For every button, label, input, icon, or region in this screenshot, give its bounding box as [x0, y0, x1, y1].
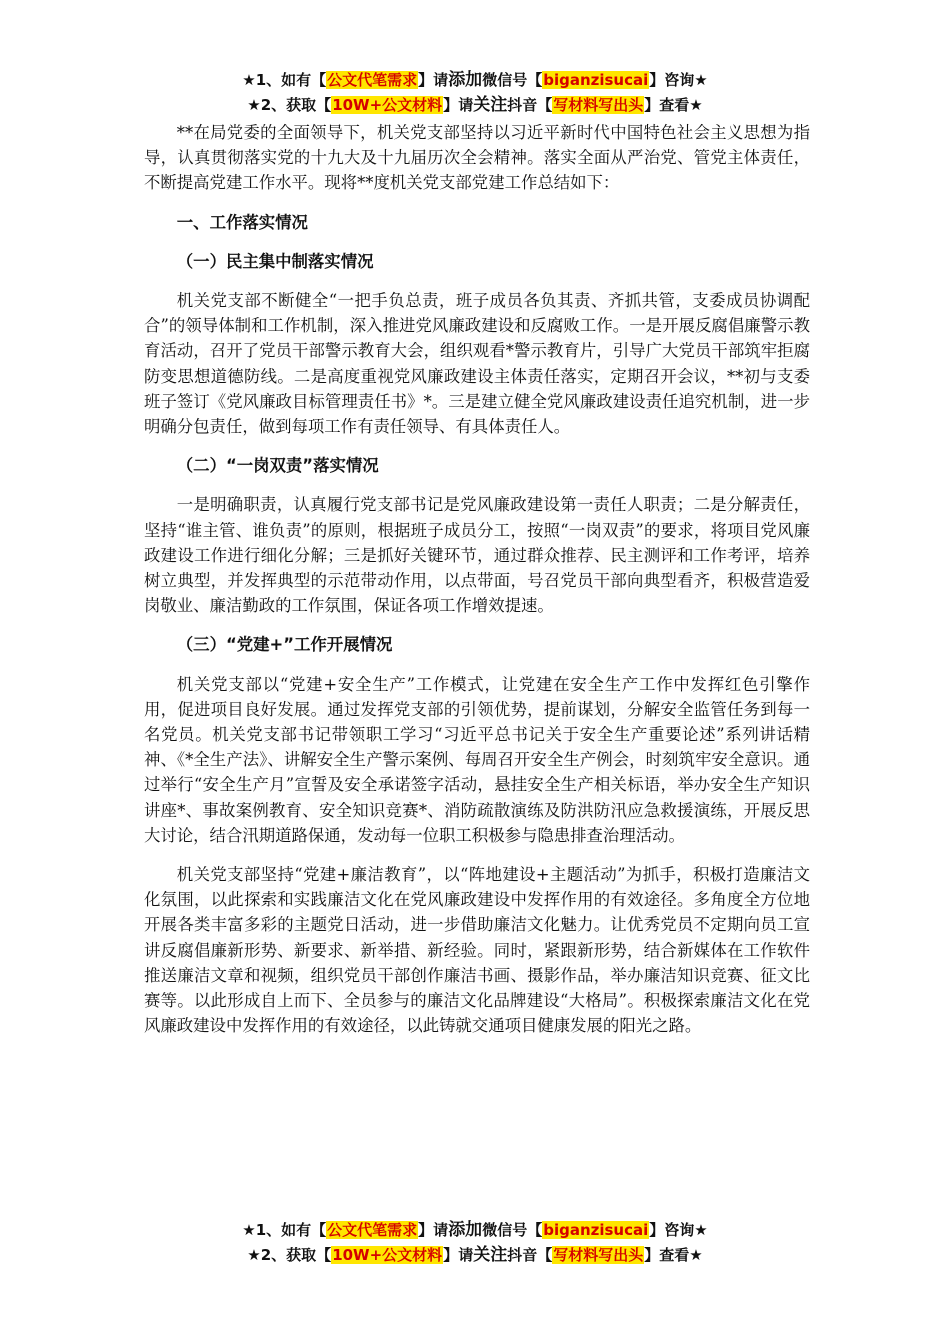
promo-line-1: ★1、如有【公文代笔需求】请添加微信号【biganzisucai】咨询★	[242, 70, 708, 90]
subsection-heading-3: （三）“党建+”工作开展情况	[176, 635, 393, 655]
promo-line-2-footer: ★2、获取【10W+公文材料】请关注抖音【写材料写出头】查看★	[247, 1245, 703, 1265]
promo-footer	[0, 1218, 950, 1268]
promo-highlight-materials: 10W+公文材料	[332, 96, 443, 114]
promo-highlight-douyin: 写材料写出头	[553, 1246, 644, 1264]
promo-line-1-footer: ★1、如有【公文代笔需求】请添加微信号【biganzisucai】咨询★	[242, 1220, 708, 1240]
subsection-heading-2: （二）“一岗双责”落实情况	[176, 456, 379, 476]
promo-highlight-service: 公文代笔需求	[327, 71, 418, 89]
subsection-3-paragraph-1: 机关党支部以“党建+安全生产”工作模式，让党建在安全生产工作中发挥红色引擎作用，促进项目良好发展。通过发挥党支部的引领优势，提前谋划，分解安全监管任务到每一名党员。机关党支部书记带领职工学习“习近平总书记关于安全生产重要论述”系列讲话精神、《*全生产法》、讲解安全生产警示案例、每周召开安全生产例会，时刻筑牢安全意识。通过举行“安全生产月”宣誓及安全承诺签字活动，悬挂安全生产相关标语，举办安全生产知识讲座*、事故案例教育、安全知识竞赛*、消防疏散演练及防洪防汛应急救援演练，开展反思大讨论，结合汛期道路保通，发动每一位职工积极参与隐患排查治理活动。	[144, 674, 810, 845]
promo-header	[0, 68, 950, 118]
subsection-2-paragraph: 一是明确职责，认真履行党支部书记是党风廉政建设第一责任人职责；二是分解责任，坚持“谁主管、谁负责”的原则，根据班子成员分工，按照“一岗双责”的要求，将项目党风廉政建设工作进行细化分解；三是抓好关键环节，通过群众推荐、民主测评和工作考评，培养树立典型，并发挥典型的示范带动作用，以点带面，号召党员干部向典型看齐，积极营造爱岗敬业、廉洁勤政的工作氛围，保证各项工作增效提速。	[144, 495, 810, 616]
subsection-heading-1: （一）民主集中制落实情况	[176, 251, 374, 271]
promo-highlight-douyin: 写材料写出头	[553, 96, 644, 114]
document-body	[144, 120, 810, 1053]
intro-paragraph: **在局党委的全面领导下，机关党支部坚持以习近平新时代中国特色社会主义思想为指导，认真贯彻落实党的十九大及十九届历次全会精神。落实全面从严治党、管党主体责任，不断提高党建工作水平。现将**度机关党支部党建工作总结如下：	[144, 123, 810, 193]
promo-line-2: ★2、获取【10W+公文材料】请关注抖音【写材料写出头】查看★	[247, 95, 703, 115]
subsection-3-paragraph-2: 机关党支部坚持“党建+廉洁教育”，以“阵地建设+主题活动”为抓手，积极打造廉洁文化氛围，以此探索和实践廉洁文化在党风廉政建设中发挥作用的有效途径。多角度全方位地开展各类丰富多彩的主题党日活动，进一步借助廉洁文化魅力。让优秀党员不定期向员工宣讲反腐倡廉新形势、新要求、新举措、新经验。同时，紧跟新形势，结合新媒体在工作软件推送廉洁文章和视频，组织党员干部创作廉洁书画、摄影作品，举办廉洁知识竞赛、征文比赛等。以此形成自上而下、全员参与的廉洁文化品牌建设“大格局”。积极探索廉洁文化在党风廉政建设中发挥作用的有效途径，以此铸就交通项目健康发展的阳光之路。	[144, 865, 810, 1036]
promo-highlight-wechat: biganzisucai	[543, 71, 649, 89]
subsection-1-paragraph: 机关党支部不断健全“一把手负总责，班子成员各负其责、齐抓共管，支委成员协调配合”的领导体制和工作机制，深入推进党风廉政建设和反腐败工作。一是开展反腐倡廉警示教育活动，召开了党员干部警示教育大会，组织观看*警示教育片，引导广大党员干部筑牢拒腐防变思想道德防线。二是高度重视党风廉政建设主体责任落实，定期召开会议，**初与支委班子签订《党风廉政目标管理责任书》*。三是建立健全党风廉政建设责任追究机制，进一步明确分包责任，做到每项工作有责任领导、有具体责任人。	[144, 291, 810, 437]
section-heading-1: 一、工作落实情况	[176, 212, 308, 232]
promo-highlight-materials: 10W+公文材料	[332, 1246, 443, 1264]
promo-highlight-wechat: biganzisucai	[543, 1221, 649, 1239]
promo-highlight-service: 公文代笔需求	[327, 1221, 418, 1239]
